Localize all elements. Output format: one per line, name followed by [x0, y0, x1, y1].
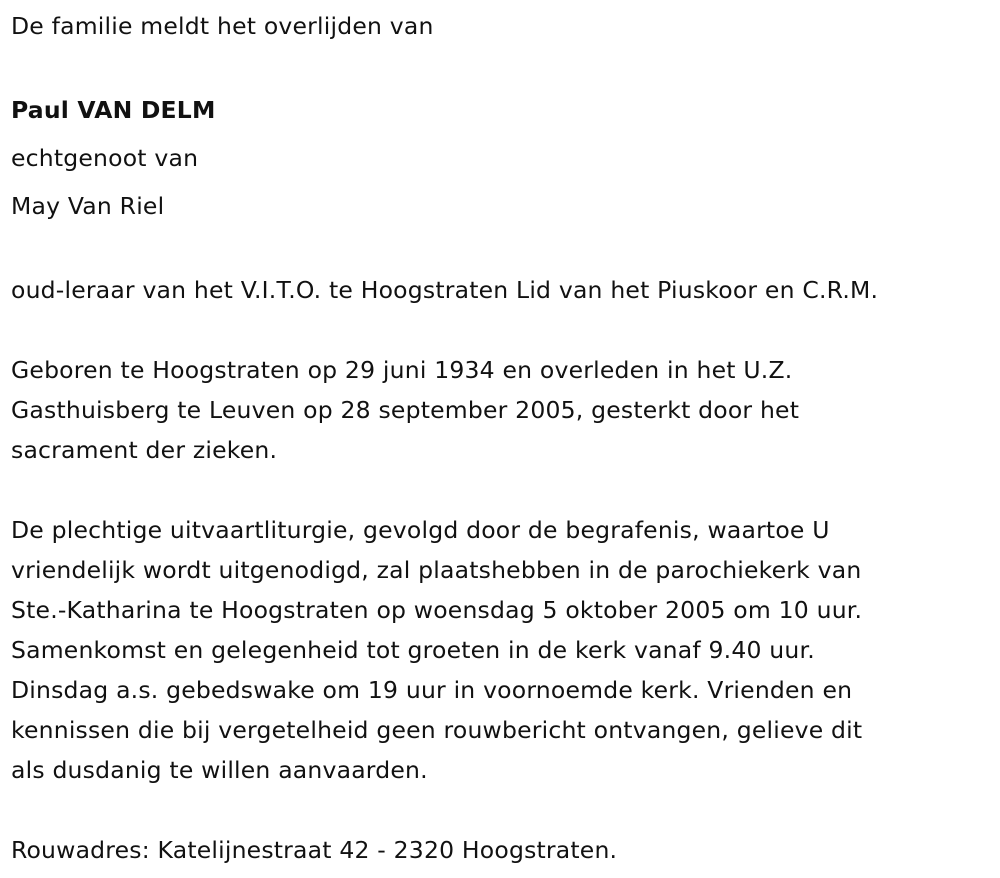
intro-text: De familie meldt het overlijden van — [11, 12, 434, 40]
funeral-line: kennissen die bij vergetelheid geen rouwbericht ontvangen, gelieve dit — [11, 716, 863, 744]
spouse-name: May Van Riel — [11, 192, 165, 220]
funeral-line: De plechtige uitvaartliturgie, gevolgd door de begrafenis, waartoe U — [11, 516, 830, 544]
deceased-name: Paul VAN DELM — [11, 96, 216, 124]
death-notice — [11, 6, 991, 870]
funeral-line: Samenkomst en gelegenheid tot groeten in de kerk vanaf 9.40 uur. — [11, 636, 815, 664]
birth-death-line: Gasthuisberg te Leuven op 28 september 2005, gesterkt door het — [11, 396, 800, 424]
birth-death-paragraph — [11, 350, 991, 470]
spouse-label: echtgenoot van — [11, 144, 199, 172]
funeral-paragraph — [11, 510, 991, 790]
funeral-line: Dinsdag a.s. gebedswake om 19 uur in voornoemde kerk. Vrienden en — [11, 676, 853, 704]
funeral-line: als dusdanig te willen aanvaarden. — [11, 756, 428, 784]
mourning-address: Rouwadres: Katelijnestraat 42 - 2320 Hoogstraten. — [11, 836, 618, 864]
birth-death-line: Geboren te Hoogstraten op 29 juni 1934 en overleden in het U.Z. — [11, 356, 793, 384]
profession-text: oud-leraar van het V.I.T.O. te Hoogstraten Lid van het Piuskoor en C.R.M. — [11, 276, 879, 304]
birth-death-line: sacrament der zieken. — [11, 436, 278, 464]
funeral-line: vriendelijk wordt uitgenodigd, zal plaatshebben in de parochiekerk van — [11, 556, 862, 584]
funeral-line: Ste.-Katharina te Hoogstraten op woensdag 5 oktober 2005 om 10 uur. — [11, 596, 863, 624]
